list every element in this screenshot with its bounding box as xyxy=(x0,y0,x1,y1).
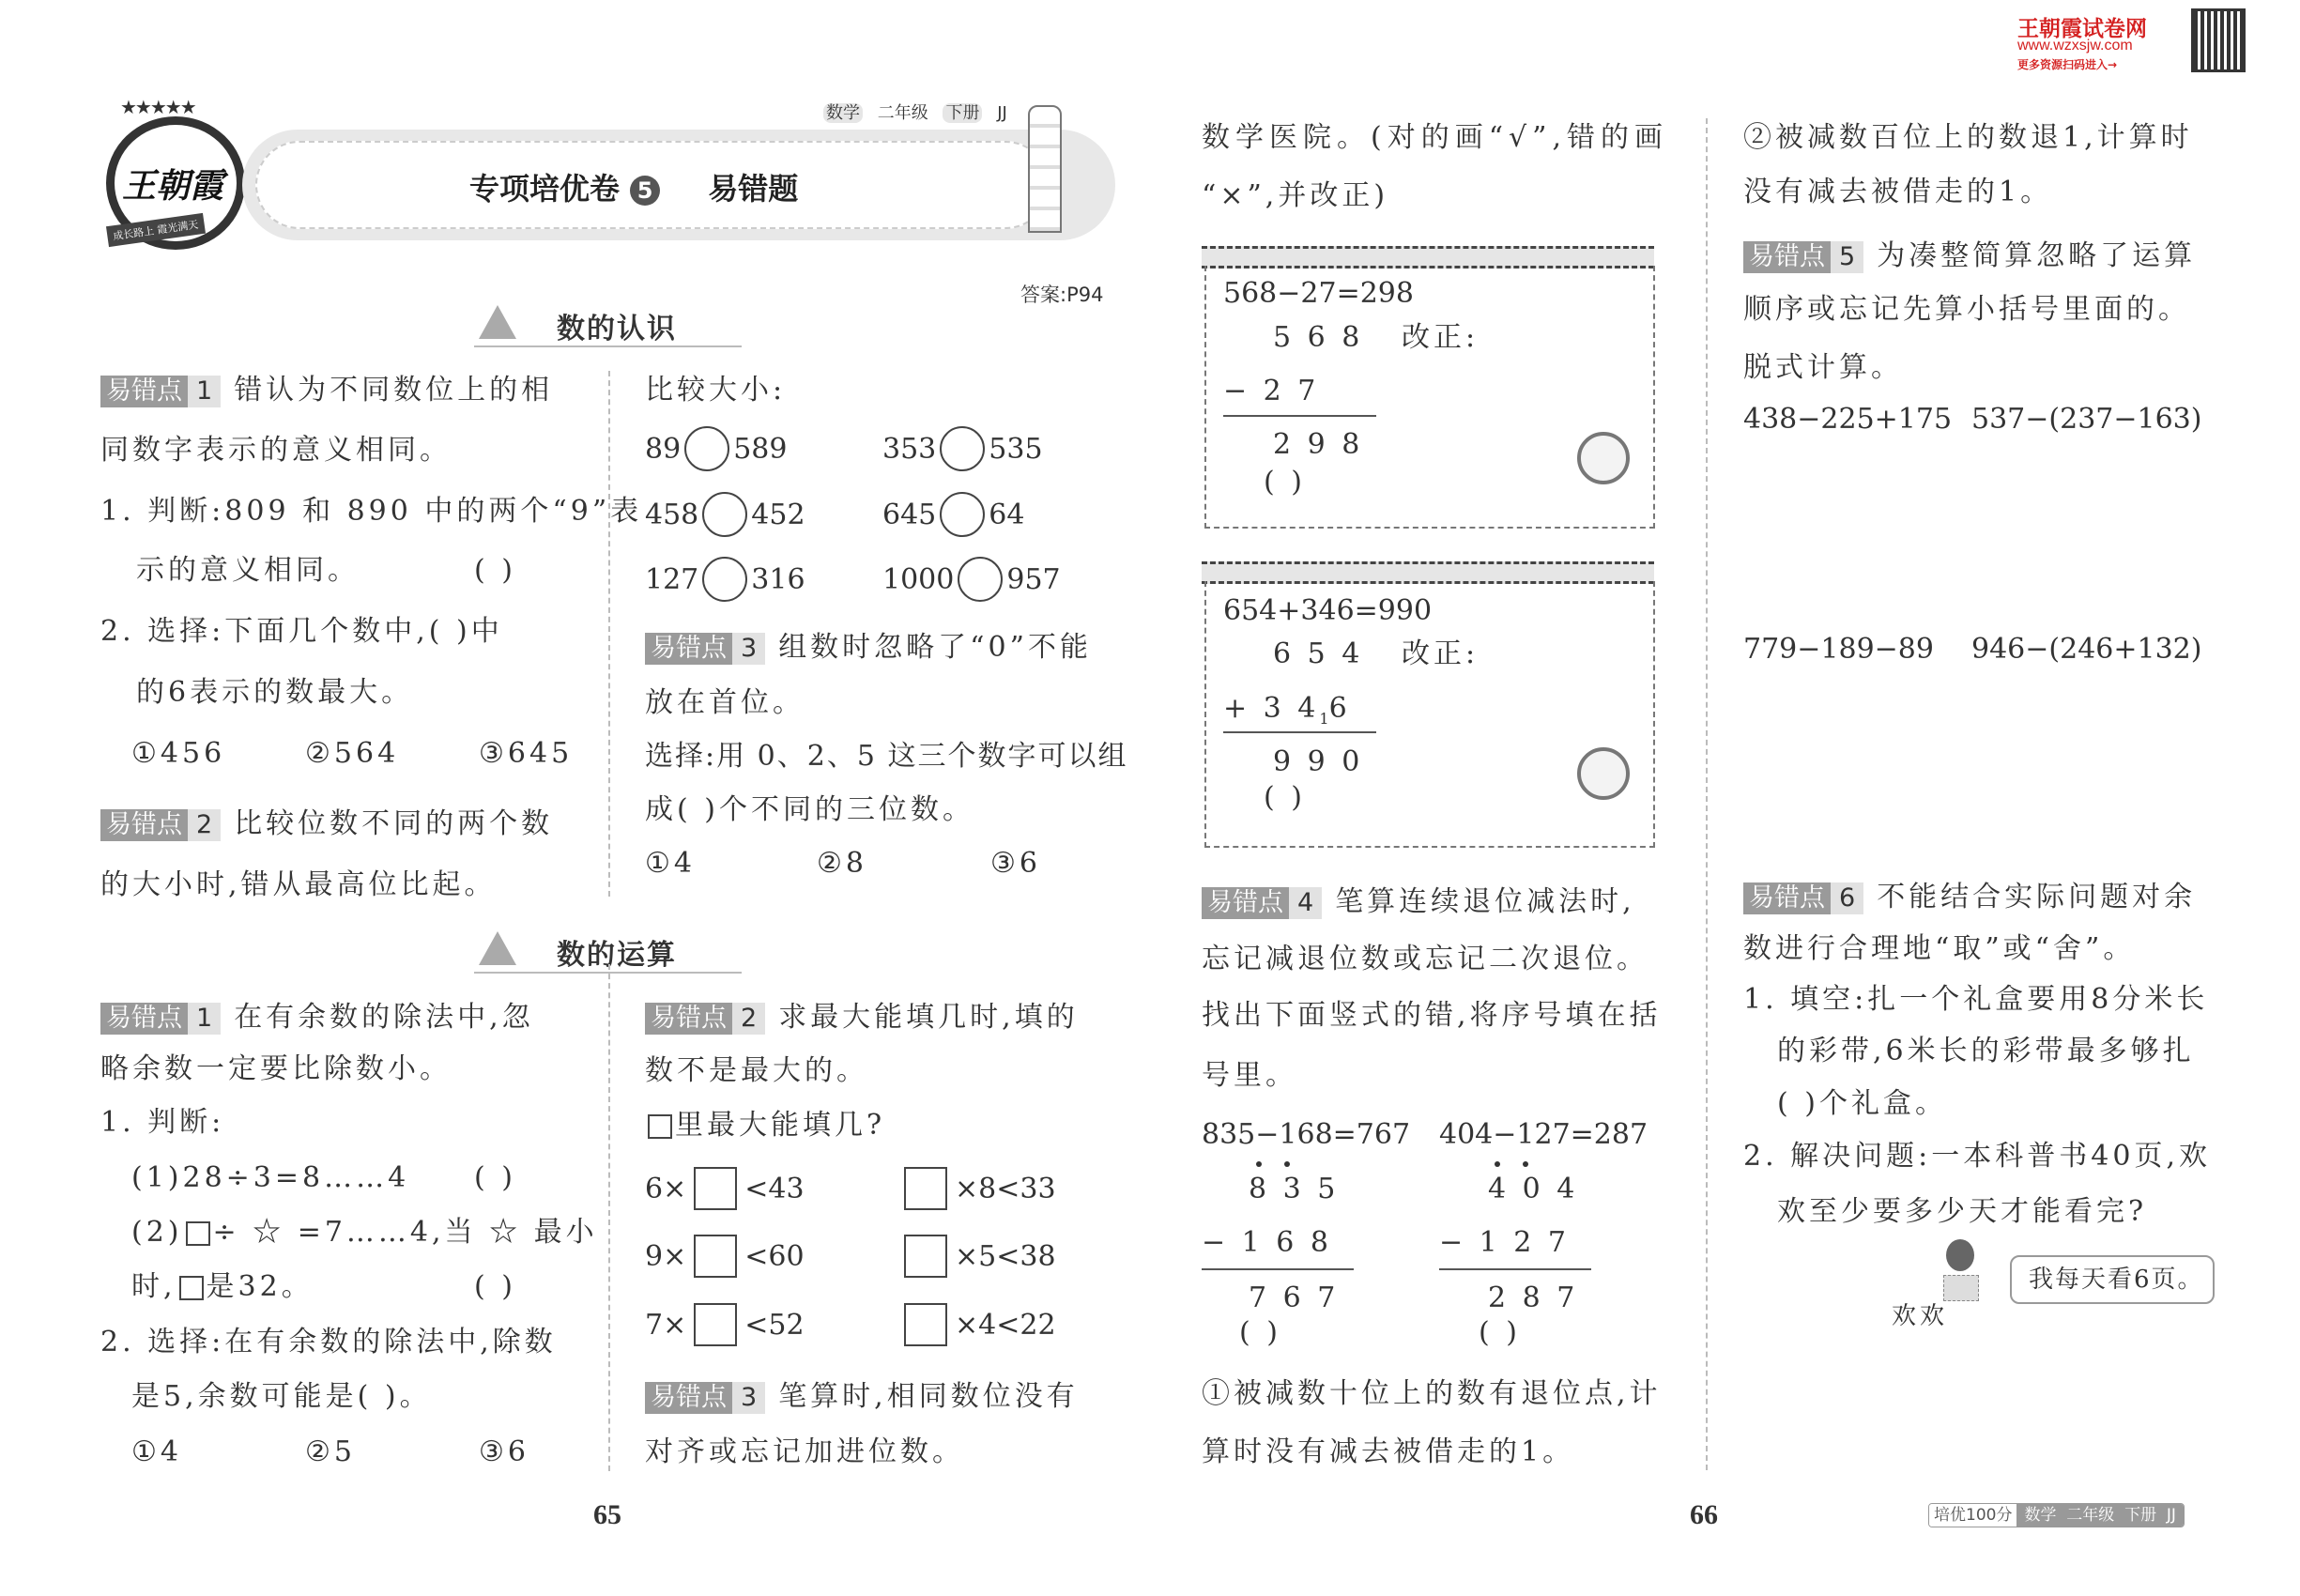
mistake-badge xyxy=(645,1382,765,1414)
question-text: 的彩带,6米长的彩带最多够扎 xyxy=(1777,1035,2195,1067)
borrow-dot xyxy=(1495,1161,1500,1167)
watermark-hint: 更多资源扫码进入→ xyxy=(2017,58,2118,71)
borrow-dot xyxy=(1256,1161,1262,1167)
subject: 数学 xyxy=(823,103,863,123)
compare-circle[interactable] xyxy=(940,492,985,537)
book-info xyxy=(823,100,1007,124)
option-text: 没有减去被借走的1。 xyxy=(1743,176,2053,208)
mistake-desc: 错认为不同数位上的相 xyxy=(234,374,554,407)
watermark xyxy=(2017,11,2243,77)
footer-badge xyxy=(1928,1503,2185,1527)
mistake-desc: 略余数一定要比除数小。 xyxy=(100,1052,452,1085)
badge-number: 6 xyxy=(1831,882,1863,914)
badge-label: 易错点 xyxy=(1743,882,1831,914)
vertical-top: 6 5 4 xyxy=(1273,637,1364,670)
reading-girl-icon xyxy=(1943,1239,1977,1305)
option[interactable]: ②5 xyxy=(305,1435,356,1468)
character-name: 欢欢 xyxy=(1892,1302,1949,1330)
digits: + 3 4 xyxy=(1223,692,1320,725)
question-text xyxy=(645,1109,885,1143)
mistake-badge xyxy=(645,633,765,665)
compare-circle[interactable] xyxy=(702,492,747,537)
vertical-rule xyxy=(1439,1268,1591,1270)
mistake-desc: 组数时忽略了“0”不能 xyxy=(778,631,1092,664)
vertical-rule xyxy=(1223,731,1376,733)
mistake-badge xyxy=(100,1003,221,1035)
sub-label: (2) xyxy=(131,1216,183,1249)
fill-box[interactable] xyxy=(904,1167,947,1210)
title-text: 易错题 xyxy=(708,171,799,207)
mistake-point-3 xyxy=(645,631,1092,665)
mistake-point-6 xyxy=(1743,881,2196,914)
edition: JJ xyxy=(997,103,1007,123)
magnifier-kid-icon xyxy=(1577,747,1630,800)
vertical-mid: − 1 6 8 xyxy=(1202,1226,1333,1259)
badge-label: 易错点 xyxy=(1743,241,1831,273)
question-text: 1. 判断:809 和 890 中的两个“9”表 xyxy=(100,495,643,528)
speech-bubble: 我每天看6页。 xyxy=(2010,1255,2215,1304)
option[interactable]: ③6 xyxy=(479,1435,529,1468)
mistake-desc: 对齐或忘记加进位数。 xyxy=(645,1435,964,1468)
compare-item xyxy=(882,557,1061,602)
badge-number: 5 xyxy=(1831,241,1863,273)
borrow-dot xyxy=(1523,1161,1528,1167)
badge-label: 易错点 xyxy=(1202,887,1289,919)
correction-label: 改正: xyxy=(1402,637,1480,670)
mistake-point-1 xyxy=(100,374,553,407)
sailboat-icon xyxy=(479,305,516,339)
sailboat-icon xyxy=(479,931,516,965)
option-text: ①被减数十位上的数有退位点,计 xyxy=(1202,1377,1662,1410)
column-divider xyxy=(608,964,610,1471)
vertical-result: 2 8 7 xyxy=(1488,1281,1579,1314)
question-text: 示的意义相同。 xyxy=(136,554,360,587)
badge-number: 2 xyxy=(732,1003,765,1035)
mistake-desc: 不能结合实际问题对余 xyxy=(1877,881,2197,913)
mistake-point-2 xyxy=(100,807,553,841)
square-placeholder xyxy=(179,1276,204,1300)
magnifier-kid-icon xyxy=(1577,432,1630,484)
equation: 568−27=298 xyxy=(1223,277,1414,310)
question-text: 成( )个不同的三位数。 xyxy=(645,793,974,826)
fill-item xyxy=(897,1235,1056,1278)
vertical-top: 4 0 4 xyxy=(1488,1173,1579,1205)
option[interactable]: ②8 xyxy=(817,847,867,880)
option[interactable]: ①4 xyxy=(131,1435,182,1468)
mistake-badge xyxy=(1202,887,1322,919)
option[interactable]: ①456 xyxy=(131,737,226,770)
fill-box[interactable] xyxy=(694,1235,737,1278)
expr: 6× xyxy=(645,1172,687,1205)
number: 89 xyxy=(645,432,682,466)
page-title xyxy=(469,165,798,208)
question-text: 选择:用 0、2、5 这三个数字可以组 xyxy=(645,740,1128,773)
question-text: 脱式计算。 xyxy=(1743,351,1903,384)
carry-mark: 1 xyxy=(1319,710,1329,728)
expr: <60 xyxy=(744,1239,805,1273)
book-info-footer: 数学 二年级 下册 JJ xyxy=(2016,1504,2183,1527)
mistake-badge xyxy=(100,809,221,841)
compare-circle[interactable] xyxy=(702,557,747,602)
compare-circle[interactable] xyxy=(958,557,1003,602)
borrow-dot xyxy=(1284,1161,1290,1167)
mistake-badge xyxy=(1743,882,1863,914)
expression: 946−(246+132) xyxy=(1971,633,2202,666)
digits: 6 xyxy=(1328,692,1351,725)
badge-label: 易错点 xyxy=(100,809,188,841)
number: 957 xyxy=(1006,562,1061,596)
page-number-left: 65 xyxy=(593,1499,621,1530)
answer-blank[interactable]: ( ) xyxy=(1264,466,1306,499)
expr: ×5<38 xyxy=(955,1239,1056,1273)
vertical-top: 5 6 8 xyxy=(1273,321,1364,354)
brand-logo xyxy=(101,96,242,243)
instruction-text: “×”,并改正) xyxy=(1202,179,1389,212)
number: 64 xyxy=(989,498,1025,531)
badge-label: 易错点 xyxy=(100,1003,188,1035)
badge-label: 易错点 xyxy=(645,633,732,665)
mistake-point-2 xyxy=(645,1001,1079,1035)
answer-blank[interactable]: ( ) xyxy=(474,1270,516,1303)
answer-blank[interactable]: ( ) xyxy=(474,554,516,587)
badge-number: 4 xyxy=(1289,887,1322,919)
expr: 9× xyxy=(645,1239,687,1273)
mistake-point-3 xyxy=(645,1380,1079,1414)
answer-blank[interactable]: ( ) xyxy=(1239,1316,1281,1349)
vertical-result: 2 9 8 xyxy=(1273,428,1364,461)
mistake-point-5 xyxy=(1743,239,2196,273)
instruction-text: 数学医院。(对的画“√”,错的画 xyxy=(1202,121,1669,154)
question-text: 的6表示的数最大。 xyxy=(136,676,414,709)
correction-label: 改正: xyxy=(1402,321,1480,354)
expression: 537−(237−163) xyxy=(1971,403,2202,436)
stars-icon: ★★★★★ xyxy=(120,96,195,118)
mistake-desc: 的大小时,错从最高位比起。 xyxy=(100,868,497,901)
watermark-url: www.wzxsjw.com xyxy=(2017,38,2133,54)
title-number-badge: 5 xyxy=(630,176,660,206)
vertical-result: 9 9 0 xyxy=(1273,745,1364,778)
mistake-desc: 忘记减退位数或忘记二次退位。 xyxy=(1202,943,1648,975)
question-text: 2. 选择:下面几个数中,( )中 xyxy=(100,615,503,648)
series-label: 培优100分 xyxy=(1929,1504,2016,1527)
mistake-desc: 比较位数不同的两个数 xyxy=(234,807,554,840)
number: 353 xyxy=(882,432,937,466)
question-text xyxy=(131,1216,598,1250)
grade: 二年级 xyxy=(877,103,928,123)
column-divider xyxy=(608,371,610,897)
compare-item xyxy=(882,492,1024,537)
fill-item xyxy=(897,1167,1056,1210)
vertical-result: 7 6 7 xyxy=(1249,1281,1340,1314)
title-prefix: 专项培优卷 xyxy=(469,171,621,207)
option[interactable]: ③645 xyxy=(479,737,574,770)
fill-item xyxy=(645,1303,805,1346)
section-heading-operations: 数的运算 xyxy=(557,939,677,972)
badge-number: 2 xyxy=(188,809,221,841)
expression: 779−189−89 xyxy=(1743,633,1934,666)
badge-number: 1 xyxy=(188,1003,221,1035)
mistake-desc: 求最大能填几时,填的 xyxy=(778,1001,1079,1034)
vertical-mid xyxy=(1223,692,1351,736)
expr: <52 xyxy=(744,1308,805,1342)
logo-slogan: 成长路上 霞光满天 xyxy=(106,213,206,247)
fill-box[interactable] xyxy=(694,1303,737,1346)
mistake-badge xyxy=(645,1003,765,1035)
compare-item xyxy=(645,426,787,471)
number: 589 xyxy=(733,432,788,466)
question-fragment: ÷ ☆ =7……4,当 ☆ 最小 xyxy=(212,1216,598,1249)
question-text: 2. 解决问题:一本科普书40页,欢 xyxy=(1743,1140,2211,1173)
mistake-point-1 xyxy=(100,1001,534,1035)
answer-blank[interactable]: ( ) xyxy=(1479,1316,1521,1349)
equation: 404−127=287 xyxy=(1439,1118,1648,1151)
answer-reference[interactable]: 答案:P94 xyxy=(1020,284,1104,306)
answer-blank[interactable]: ( ) xyxy=(1264,781,1306,814)
mistake-desc: 放在首位。 xyxy=(645,686,805,719)
question-text: 是5,余数可能是( )。 xyxy=(131,1380,432,1413)
compare-item xyxy=(645,557,805,602)
fill-box[interactable] xyxy=(904,1235,947,1278)
question-text: 1. 判断: xyxy=(100,1106,225,1139)
fill-item xyxy=(897,1303,1056,1346)
volume: 下册 xyxy=(943,103,982,123)
vertical-mid: − 2 7 xyxy=(1223,375,1320,407)
square-placeholder xyxy=(648,1114,672,1139)
compare-item xyxy=(645,492,805,537)
fill-item xyxy=(645,1167,805,1210)
vertical-top: 8 3 5 xyxy=(1249,1173,1340,1205)
badge-label: 易错点 xyxy=(645,1003,732,1035)
option-text: 算时没有减去被借走的1。 xyxy=(1202,1435,1575,1468)
question-text: 欢至少要多少天才能看完? xyxy=(1777,1195,2148,1228)
question-fragment: 时, xyxy=(131,1270,176,1303)
badge-label: 易错点 xyxy=(645,1382,732,1414)
mistake-desc: 笔算连续退位减法时, xyxy=(1335,885,1635,918)
expr: <43 xyxy=(744,1172,805,1205)
page-number-right: 66 xyxy=(1690,1499,1718,1530)
question-fragment: 里最大能填几? xyxy=(675,1109,886,1142)
question-text: (1)28÷3=8……4 xyxy=(131,1161,410,1194)
mistake-badge xyxy=(100,376,221,407)
compare-circle[interactable] xyxy=(684,426,729,471)
mistake-desc: 顺序或忘记先算小括号里面的。 xyxy=(1743,293,2190,326)
expression: 438−225+175 xyxy=(1743,403,1953,436)
question-text: 2. 选择:在有余数的除法中,除数 xyxy=(100,1326,557,1358)
mistake-desc: 为凑整简算忽略了运算 xyxy=(1877,239,2197,272)
answer-blank[interactable]: ( ) xyxy=(474,1161,516,1194)
option[interactable]: ②564 xyxy=(305,737,400,770)
fill-item xyxy=(645,1235,805,1278)
number: 452 xyxy=(751,498,805,531)
question-text: 1. 填空:扎一个礼盒要用8分米长 xyxy=(1743,983,2209,1016)
fill-box[interactable] xyxy=(904,1303,947,1346)
fill-box[interactable] xyxy=(694,1167,737,1210)
number: 316 xyxy=(751,562,805,596)
number: 535 xyxy=(989,432,1043,466)
mistake-desc: 数不是最大的。 xyxy=(645,1054,868,1087)
question-text: 找出下面竖式的错,将序号填在括 xyxy=(1202,999,1662,1032)
compare-circle[interactable] xyxy=(940,426,985,471)
number: 458 xyxy=(645,498,699,531)
mistake-desc: 在有余数的除法中,忽 xyxy=(234,1001,534,1034)
equation: 654+346=990 xyxy=(1223,594,1433,627)
compare-title: 比较大小: xyxy=(645,374,787,407)
mistake-desc: 笔算时,相同数位没有 xyxy=(778,1380,1079,1413)
badge-number: 1 xyxy=(188,376,221,407)
expr: ×8<33 xyxy=(955,1172,1056,1205)
option-text: ②被减数百位上的数退1,计算时 xyxy=(1743,121,2193,154)
mistake-desc: 同数字表示的意义相同。 xyxy=(100,434,452,467)
number: 645 xyxy=(882,498,937,531)
compare-item xyxy=(882,426,1043,471)
answer-blank[interactable]: ( )个礼盒。 xyxy=(1777,1087,1947,1120)
square-placeholder xyxy=(186,1221,210,1246)
mistake-badge xyxy=(1743,241,1863,273)
vertical-mid: − 1 2 7 xyxy=(1439,1226,1571,1259)
watermark-name: 王朝霞试卷网 xyxy=(2017,17,2147,41)
question-fragment: 是32。 xyxy=(206,1270,314,1303)
question-text xyxy=(131,1270,314,1304)
lighthouse-icon xyxy=(1028,105,1062,233)
vertical-rule xyxy=(1202,1268,1354,1270)
number: 1000 xyxy=(882,562,955,596)
equation: 835−168=767 xyxy=(1202,1118,1411,1151)
option[interactable]: ③6 xyxy=(990,847,1041,880)
badge-number: 3 xyxy=(732,633,765,665)
qr-code-icon[interactable] xyxy=(2194,11,2243,69)
mistake-desc: 数进行合理地“取”或“舍”。 xyxy=(1743,932,2136,965)
column-divider xyxy=(1706,118,1708,1470)
expr: ×4<22 xyxy=(955,1308,1056,1342)
option[interactable]: ①4 xyxy=(645,847,696,880)
section-underline xyxy=(474,345,742,347)
number: 127 xyxy=(645,562,699,596)
question-text: 号里。 xyxy=(1202,1059,1297,1092)
expr: 7× xyxy=(645,1308,687,1342)
badge-label: 易错点 xyxy=(100,376,188,407)
brand-logo-text: 王朝霞 xyxy=(122,166,224,206)
badge-number: 3 xyxy=(732,1382,765,1414)
section-heading-recognition: 数的认识 xyxy=(557,313,677,345)
mistake-point-4 xyxy=(1202,885,1635,919)
vertical-rule xyxy=(1223,415,1376,417)
